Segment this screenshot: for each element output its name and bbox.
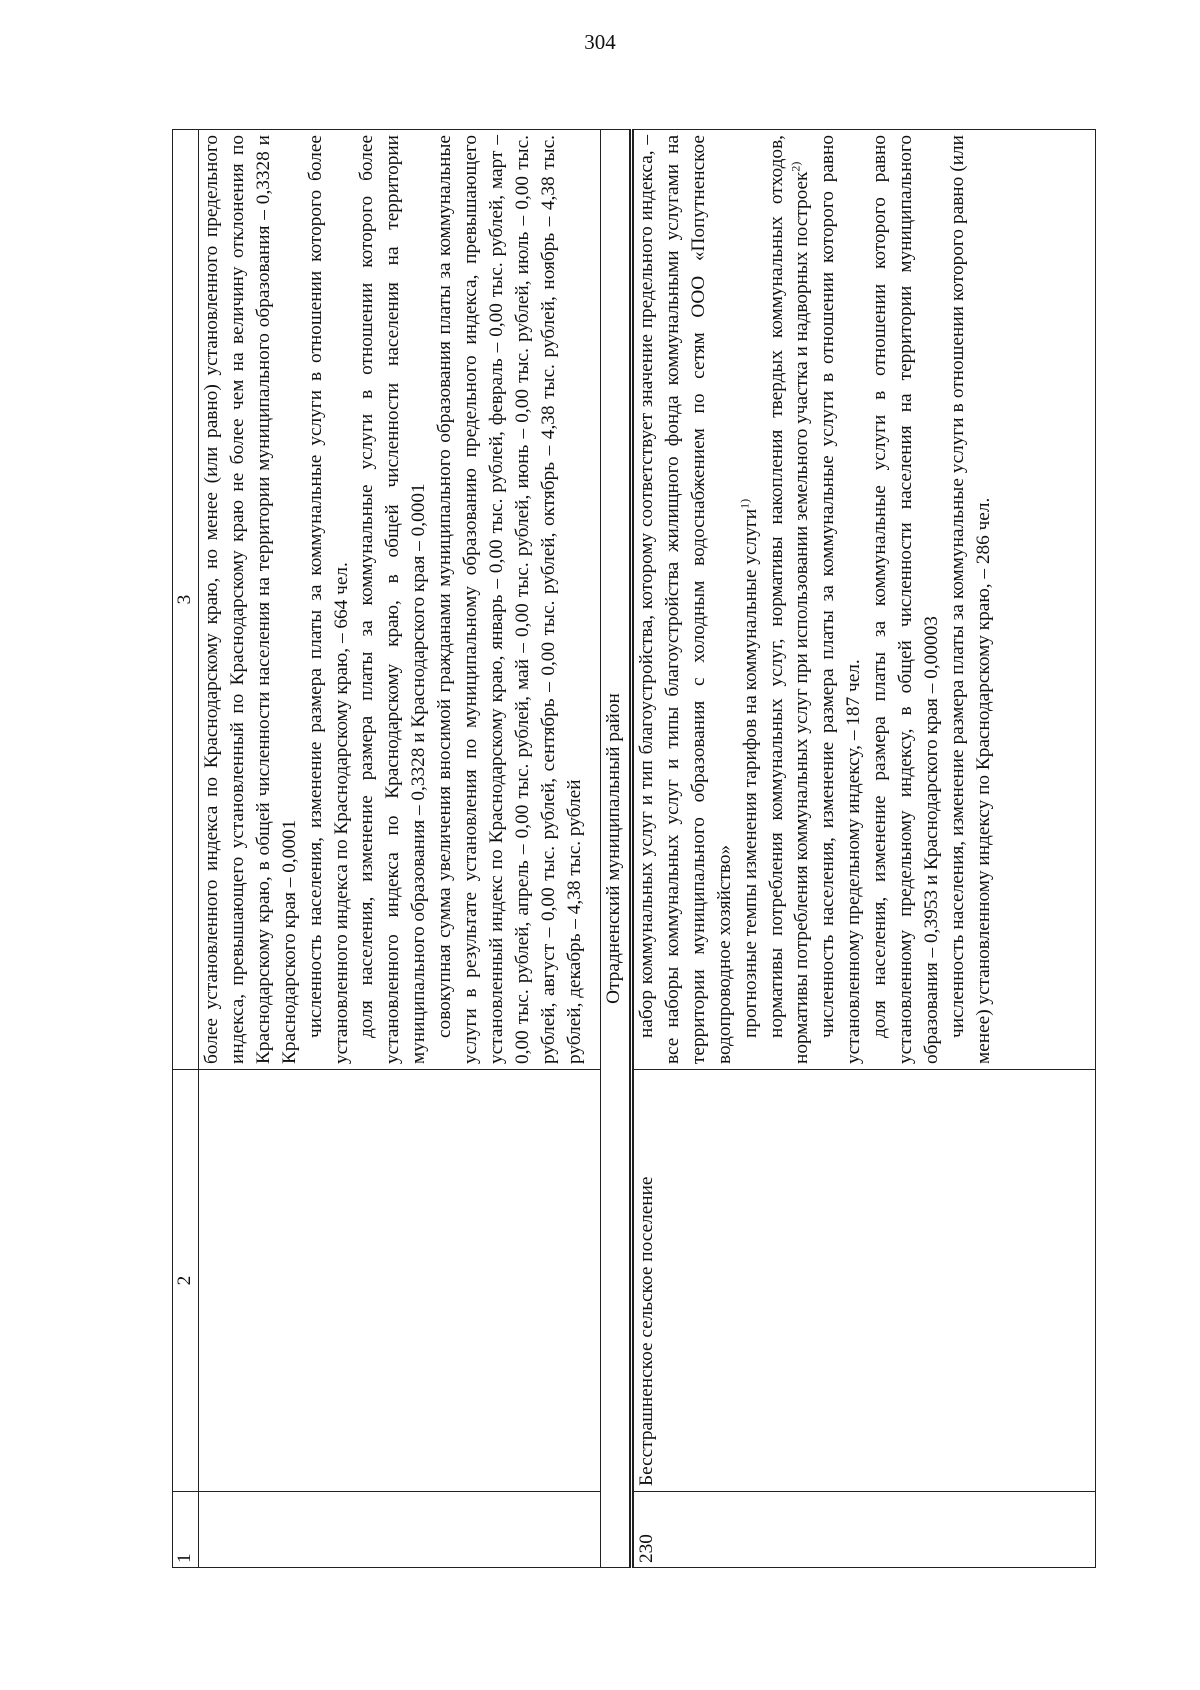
cell-row-230-text bbox=[632, 130, 1096, 1070]
paragraph: совокупная сумма увеличения вносимой гражданами муниципального образования платы за коммунальные услуги в результате установления по муниципальному образованию предельного индекса, превышающего установленный индекс по Краснодарскому краю, январь – 0,00 тыс. рублей, февраль – 0,00 тыс. рублей, март – 0,00 тыс. рублей, апрель – 0,00 тыс. рублей, май – 0,00 тыс. рублей, июнь – 0,00 тыс. рублей, июль – 0,00 тыс. рублей, август – 0,00 тыс. рублей, сентябрь – 0,00 тыс. рублей, октябрь – 4,38 тыс. рублей, ноябрь – 4,38 тыс. рублей, декабрь – 4,38 тыс. рублей bbox=[434, 135, 585, 1064]
paragraph: прогнозные темпы изменения тарифов на коммунальные услуги$^{1)}$ bbox=[737, 498, 761, 1038]
paragraph: доля населения, изменение размера платы за коммунальные услуги в отношении которого более установленного индекса по Краснодарскому краю, в общей численности населения на территории муниципального образования – 0,3328 и Краснодарского края – 0,0001 bbox=[356, 135, 430, 1064]
header-col-3: 3 bbox=[173, 130, 199, 1070]
paragraph: набор коммунальных услуг и тип благоустройства, которому соответствует значение предельного индекса, – все наборы коммунальных услуг и типы благоустройства жилищного фонда коммунальными услугами на территории муниципального образования с холодным водоснабжением по сетям ООО «Попутненское водопроводное хозяйство» bbox=[636, 135, 735, 1064]
header-col-2: 2 bbox=[173, 1070, 199, 1492]
paragraph: численность населения, изменение размера платы за коммунальные услуги в отношении которого более установленного индекса по Краснодарскому краю, – 664 чел. bbox=[304, 135, 352, 1064]
rotated-table-container bbox=[172, 130, 1096, 1568]
row-number: 230 bbox=[632, 1492, 1096, 1568]
cell-continued-text bbox=[199, 130, 601, 1070]
paragraph: численность населения, изменение размера платы за коммунальные услуги в отношении которого равно установленному предельному индексу, – 187 чел. bbox=[817, 135, 865, 1064]
paragraph: более установленного индекса по Краснодарскому краю, но менее (или равно) установленного предельного индекса, превышающего установленный по Краснодарскому краю не более чем на величину отклонения по Краснодарскому краю, в общей численности населения на территории муниципального образования – 0,3328 и Краснодарского края – 0,0001 bbox=[201, 135, 300, 1064]
data-table bbox=[172, 129, 1096, 1568]
table-row-230 bbox=[632, 130, 1096, 1568]
header-col-1: 1 bbox=[173, 1492, 199, 1568]
paragraph: численность населения, изменение размера платы за коммунальные услуги в отношении которого равно (или менее) установленному индексу по Краснодарскому краю, – 286 чел. bbox=[946, 135, 994, 1064]
cell-empty-settlement bbox=[199, 1070, 601, 1492]
region-header-row bbox=[601, 130, 632, 1568]
paragraph: доля населения, изменение размера платы за коммунальные услуги в отношении которого равно установленному предельному индексу, в общей численности населения на территории муниципального образования – 0,3953 и Краснодарского края – 0,00003 bbox=[869, 135, 942, 1064]
table-header-row bbox=[173, 130, 199, 1568]
table-row-continued bbox=[199, 130, 601, 1568]
paragraph: нормативы потребления коммунальных услуг, нормативы накопления твердых коммунальных отходов, нормативы потребления коммунальных услуг при использовании земельного участка и надворных построек$^{2)}$ bbox=[765, 135, 813, 1064]
page-number: 304 bbox=[584, 30, 616, 54]
region-title: Отрадненский муниципальный район bbox=[601, 130, 632, 1568]
footnote-ref: 1) bbox=[737, 498, 752, 509]
footnote-ref: 2) bbox=[789, 161, 804, 172]
settlement-name: Бесстрашненское сельское поселение bbox=[632, 1070, 1096, 1492]
cell-empty-number bbox=[199, 1492, 601, 1568]
